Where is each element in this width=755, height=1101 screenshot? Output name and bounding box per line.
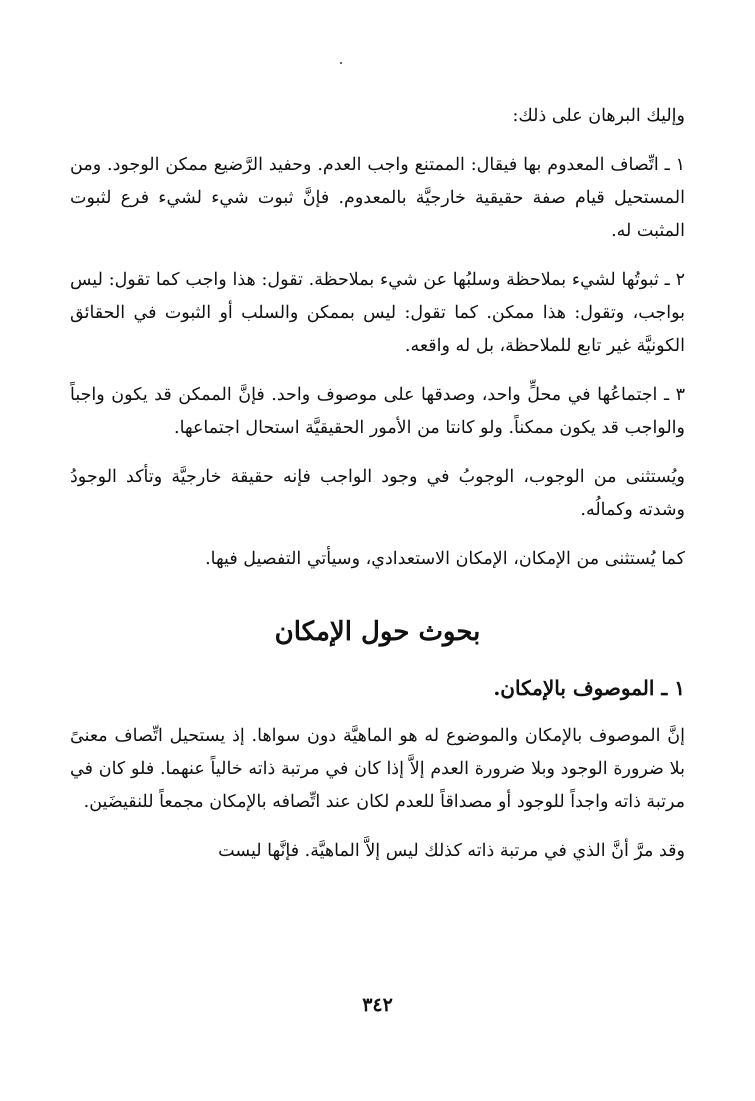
list-item: ٣ ـ اجتماعُها في محلٍّ واحد، وصدقها على موصوف واحد. فإنَّ الممكن قد يكون واجباً والواجب قد يكون ممكناً. ولو كانتا من الأمور الحقيقيَّة استحال اجتماعها. <box>70 385 685 438</box>
intro-line: وإليك البرهان على ذلك: <box>512 106 685 126</box>
body-paragraph: وقد مرَّ أنَّ الذي في مرتبة ذاته كذلك ليس إلاَّ الماهيَّة. فإنَّها ليست <box>218 841 685 861</box>
subsection-title: ١ ـ الموصوف بالإمكان. <box>493 676 685 700</box>
list-item: ١ ـ اتِّصاف المعدوم بها فيقال: الممتنع واجب العدم. وحفيد الرَّضيع ممكن الوجود. ومن المستحيل قيام صفة حقيقية خارجيَّة بالمعدوم. فإنَّ ثبوت شيء لشيء فرع لثبوت المثبت له. <box>70 155 685 241</box>
body-paragraph: إنَّ الموصوف بالإمكان والموضوع له هو الماهيَّة دون سواها. إذ يستحيل اتِّصاف معنىً بلا ضرورة الوجود وبلا ضرورة العدم إلاَّ إذا كان في مرتبة ذاته خالياً عنهما. فلو كان في مرتبة ذاته واجداً للوجود أو مصداقاً للعدم لكان عند اتِّصافه بالإمكان مجمعاً للنقيضَين. <box>70 726 685 812</box>
list-item: ٢ ـ ثبوتُها لشيء بملاحظة وسلبُها عن شيء بملاحظة. تقول: هذا واجب كما تقول: ليس بواجب، وتقول: هذا ممكن. كما تقول: ليس بممكن والسلب أو الثبوت في الحقائق الكونيَّة غير تابع للملاحظة، بل له واقعه. <box>70 270 685 356</box>
exception-paragraph: ويُستثنى من الوجوب، الوجوبُ في وجود الواجب فإنه حقيقة خارجيَّة وتأكد الوجودُ وشدته وكمالُه. <box>70 467 685 520</box>
section-title: بحوث حول الإمكان <box>274 617 481 647</box>
page-body <box>70 100 685 884</box>
page-number: ٣٤٢ <box>362 994 393 1016</box>
exception-paragraph: كما يُستثنى من الإمكان، الإمكان الاستعدادي، وسيأتي التفصيل فيها. <box>205 549 685 569</box>
scan-speck <box>340 62 342 64</box>
